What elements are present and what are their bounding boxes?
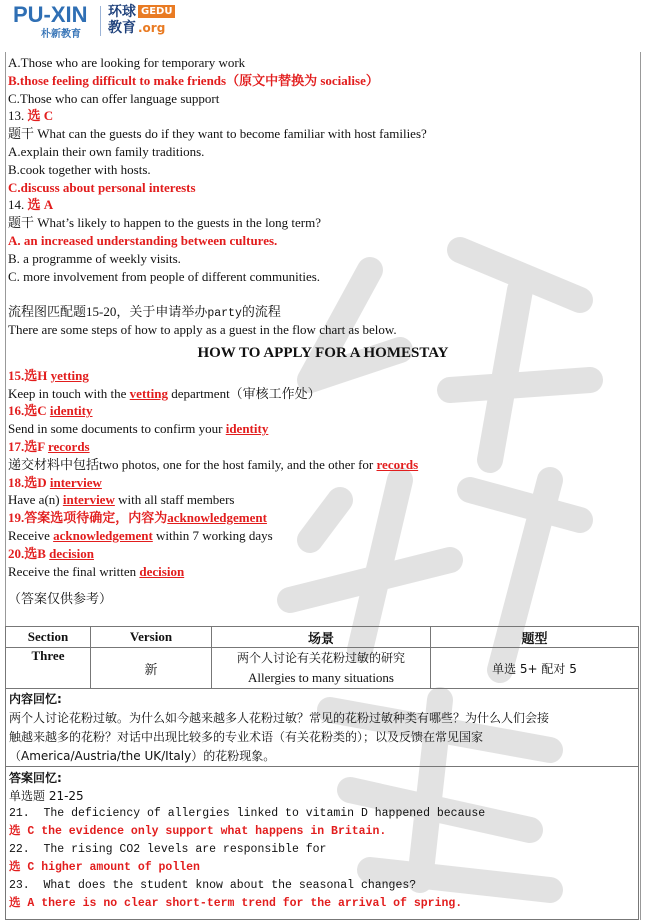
q14-option-b: B. a programme of weekly visits. xyxy=(8,250,181,266)
q12-option-b-answer: B.those feeling difficult to make friends（原文中替换为 socialise） xyxy=(8,72,379,88)
flow-step-answer-word: identity xyxy=(225,421,269,437)
flow-item-answer xyxy=(8,509,638,527)
flow-item-answer xyxy=(8,474,638,492)
q14-header xyxy=(8,196,638,214)
gedu-badge: GEDU xyxy=(138,5,175,18)
flow-item-step xyxy=(8,420,638,438)
q13-option-c-answer: C.discuss about personal interests xyxy=(8,179,196,195)
flow-step-text-before: 递交材料中包括two photos, one for the host family, and the other for xyxy=(8,456,377,472)
q13-answer: 选 C xyxy=(27,108,54,124)
scene-cell xyxy=(212,648,431,689)
flow-step-answer-word: interview xyxy=(62,492,115,508)
flow-step-answer-word: records xyxy=(376,456,419,472)
page-header xyxy=(0,0,646,50)
puxin-logo-text: PU-XIN xyxy=(13,2,88,27)
logo-divider xyxy=(100,6,101,36)
blank-line xyxy=(8,285,638,303)
flow-item-label: 16.选C xyxy=(8,403,50,419)
flow-item-keyword: interview xyxy=(49,474,102,490)
flow-item-answer xyxy=(8,545,638,563)
blank-line xyxy=(8,580,638,590)
scene-line-2: Allergies to many situations xyxy=(248,670,394,685)
flow-intro-cn-prefix: 流程图匹配题15-20，关于申请举办 xyxy=(8,304,208,320)
q13-number: 13. xyxy=(8,108,25,124)
col-header-scene: 场景 xyxy=(212,627,431,648)
q14-answer: 选 A xyxy=(27,197,54,213)
flow-item-keyword: records xyxy=(47,438,90,454)
flow-intro-en: There are some steps of how to apply as a guest in the flow chart as below. xyxy=(8,321,397,337)
q12-option-c: C.Those who can offer language support xyxy=(8,90,220,106)
answer-recall-lines xyxy=(9,805,635,913)
document-body xyxy=(8,54,638,608)
content-recall-text-1: 两个人讨论花粉过敏。为什么如今越来越多人花粉过敏？常见的花粉过敏种类有哪些？为什么人们会接 xyxy=(9,711,550,725)
flow-step-text-after: within 7 working days xyxy=(152,527,273,543)
flow-item-answer xyxy=(8,438,638,456)
flow-intro-cn xyxy=(8,303,638,321)
flow-item-step xyxy=(8,563,638,581)
flow-item-keyword: decision xyxy=(49,545,94,561)
answer-line-choice: 选 C the evidence only support what happens in Britain. xyxy=(9,825,387,838)
q13-stem: 题干 What can the guests do if they want to become familiar with host families? xyxy=(8,126,427,142)
flow-item-label: 17.选F xyxy=(8,438,48,454)
flow-item-step xyxy=(8,385,638,403)
flow-items xyxy=(8,367,638,581)
answer-recall-subheading: 单选题 21-25 xyxy=(9,789,84,803)
q12-option-a: A.Those who are looking for temporary work xyxy=(8,55,246,70)
q14-option-c: C. more involvement from people of different communities. xyxy=(8,268,321,284)
answer-note: （答案仅供参考） xyxy=(8,591,113,607)
q13-header xyxy=(8,107,638,125)
answer-line-choice: 选 A there is no clear short-term trend for the arrival of spring. xyxy=(9,897,463,910)
flow-step-answer-word: vetting xyxy=(129,385,168,401)
gedu-logo xyxy=(108,4,175,36)
q13-option-a: A.explain their own family traditions. xyxy=(8,143,205,159)
flow-item-label: 19.答案选项待确定，内容为 xyxy=(8,510,168,526)
flow-step-answer-word: acknowledgement xyxy=(53,527,153,543)
flow-item-answer xyxy=(8,402,638,420)
gedu-logo-line2: 教育 xyxy=(108,20,136,36)
answer-recall-box xyxy=(5,766,639,920)
puxin-logo xyxy=(13,3,88,40)
flow-intro-cn-party: party xyxy=(207,307,242,321)
flow-item-answer xyxy=(8,367,638,385)
content-recall-text-2: 触越来越多的花粉？对话中出现比较多的专业术语（有关花粉类的）；以及反馈在常见国家 xyxy=(9,730,484,744)
col-header-section: Section xyxy=(6,627,91,648)
q13-option-b: B.cook together with hosts. xyxy=(8,161,151,177)
content-recall-heading: 内容回忆: xyxy=(9,692,62,706)
flow-step-text-before: Have a(n) xyxy=(8,492,63,508)
flow-item-keyword: yetting xyxy=(50,367,89,383)
flow-step-text-before: Receive xyxy=(8,527,54,543)
section-value: Three xyxy=(6,648,91,689)
answer-line-question: 23. What does the student know about the seasonal changes? xyxy=(9,879,417,892)
flow-step-text-before: Keep in touch with the xyxy=(8,385,130,401)
flow-step-text-before: Receive the final written xyxy=(8,563,140,579)
gedu-logo-line1: 环球 xyxy=(108,4,136,20)
flow-step-text-after: with all staff members xyxy=(114,492,235,508)
version-value: 新 xyxy=(91,648,212,689)
flow-step-answer-word: decision xyxy=(139,563,185,579)
flow-item-step xyxy=(8,456,638,474)
puxin-logo-subtext: 朴新教育 xyxy=(41,29,81,40)
flow-item-keyword: acknowledgement xyxy=(167,510,267,526)
gedu-logo-suffix: .org xyxy=(138,21,166,35)
answer-line-question: 21. The deficiency of allergies linked to vitamin D happened because xyxy=(9,807,486,820)
flow-item-step xyxy=(8,491,638,509)
answer-line-choice: 选 C higher amount of pollen xyxy=(9,861,200,874)
question-type-value: 单选 5+ 配对 5 xyxy=(431,648,639,689)
flow-item-step xyxy=(8,527,638,545)
flow-chart-title: HOW TO APPLY FOR A HOMESTAY xyxy=(197,344,449,361)
flow-item-label: 20.选B xyxy=(8,545,50,561)
section-info-table xyxy=(5,626,639,689)
answer-recall-heading: 答案回忆: xyxy=(9,771,62,785)
col-header-version: Version xyxy=(91,627,212,648)
flow-item-label: 18.选D xyxy=(8,474,50,490)
q14-number: 14. xyxy=(8,197,25,213)
flow-intro-cn-suffix: 的流程 xyxy=(241,304,281,320)
answer-line-question: 22. The rising CO2 levels are responsible for xyxy=(9,843,327,856)
content-recall-text-3: （America/Austria/the UK/Italy）的花粉现象。 xyxy=(9,749,276,763)
q14-option-a-answer: A. an increased understanding between cultures. xyxy=(8,232,278,248)
flow-step-text-after: department（审核工作处） xyxy=(167,385,321,401)
content-recall-box xyxy=(5,688,639,767)
flow-item-label: 15.选H xyxy=(8,367,51,383)
flow-step-text-before: Send in some documents to confirm your xyxy=(8,421,226,437)
col-header-type: 题型 xyxy=(431,627,639,648)
scene-line-1: 两个人讨论有关花粉过敏的研究 xyxy=(236,651,405,665)
q14-stem: 题干 What’s likely to happen to the guests in the long term? xyxy=(8,215,322,231)
flow-item-keyword: identity xyxy=(49,403,93,419)
